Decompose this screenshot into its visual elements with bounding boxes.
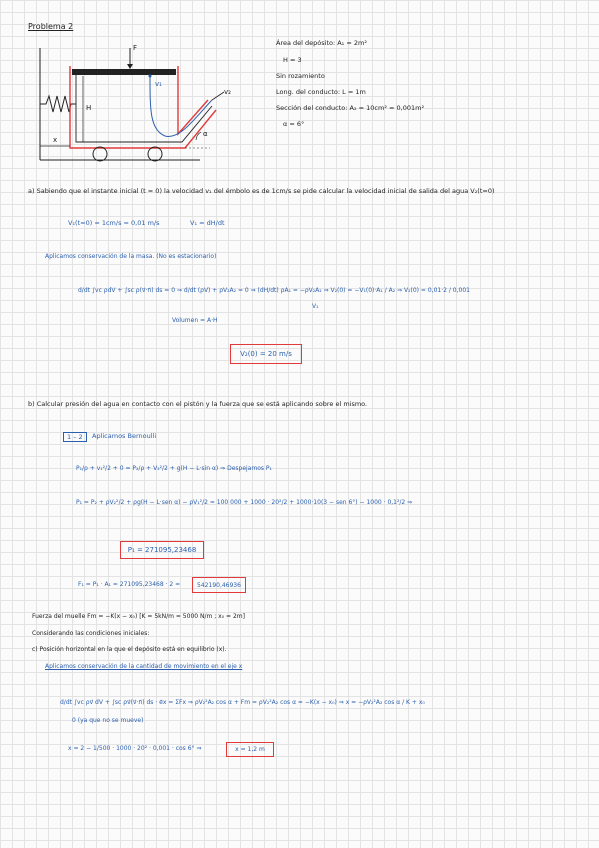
given-friction: Sin rozamiento — [276, 72, 325, 80]
given-height: H = 3 — [283, 56, 302, 64]
part-a-result: V₂(0) = 20 m/s — [230, 344, 302, 364]
part-a-v1-brace: V₁ — [312, 303, 319, 310]
part-b-p1-result: P₁ = 271095,23468 — [120, 541, 204, 559]
part-b-force-eq: F₁ = P₁ · A₁ = 271095,23468 · 2 = — [78, 581, 181, 588]
part-a-v1: V₁(t=0) = 1cm/s = 0,01 m/s — [68, 219, 160, 227]
part-b-method: Aplicamos Bernoulli — [92, 432, 157, 440]
given-length: Long. del conducto: L = 1m — [276, 88, 366, 96]
alpha-label: α — [203, 130, 208, 138]
given-area: Área del depósito: A₁ = 2m² — [276, 39, 367, 47]
part-c-result: x = 1,2 m — [226, 742, 274, 757]
x-label: x — [53, 136, 58, 144]
part-a-volume-note: Volumen = A·H — [172, 317, 218, 324]
part-b-statement: b) Calcular presión del agua en contacto con el pistón y la fuerza que se está aplicando sobre el mismo. — [28, 400, 368, 408]
part-b-force-result: 542190,46936 — [192, 577, 246, 593]
part-c-note: 0 (ya que no se mueve) — [72, 717, 144, 724]
part-b-tag: 1 – 2 — [63, 432, 87, 442]
v2-label: v₂ — [224, 88, 231, 96]
spring-note: Considerando las condiciones iniciales: — [32, 630, 150, 637]
part-b-eq2: P₁ = P₂ + ρV₂²/2 + ρg(H − L·sen α) − ρV₁²/2 = 100 000 + 1000 · 20²/2 + 1000·10(3 − sen 6°) − 1000 · 0,1²/2 ⇒ — [76, 499, 413, 506]
given-section: Sección del conducto: A₂ = 10cm² = 0,001m² — [276, 104, 425, 112]
part-c-equation: d/dt ∫vc ρv⃗ dV + ∫sc ρv⃗(v⃗·n⃗) ds · e⃗x = ΣFx ⇒ ρV₂²A₂ cos α + Fm = ρV₂²A₂ cos α = −K(x − x₀) ⇒ x = −ρV₂²A₂ cos α / K + x₀ — [60, 699, 425, 706]
part-b-eq1: P₁/ρ + v₁²/2 + 0 = P₂/ρ + V₂²/2 + g(H − L·sin α) ⇒ Despejamos P₁ — [76, 465, 272, 472]
page-title: Problema 2 — [28, 22, 74, 31]
part-a-equation: d/dt ∫vc ρdV + ∫sc ρ(v⃗·n⃗) ds = 0 ⇒ d/dt (ρV) + ρV₂A₂ = 0 ⇒ (dH/dt) ρA₁ = −ρV₂A₂ ⇒ V₂(0) = −V₁(0)·A₁ / A₂ ⇒ V₂(0) = 0,01·2 / 0,001 — [78, 287, 470, 294]
force-label: F — [133, 44, 138, 52]
part-c-method: Aplicamos conservación de la cantidad de movimiento en el eje x — [45, 663, 243, 670]
part-a-v1-def: V₁ = dH/dt — [190, 219, 225, 227]
spring-force: Fuerza del muelle Fm = −K(x − x₀) [K = 5kN/m = 5000 N/m ; x₀ = 2m] — [32, 613, 245, 620]
given-alpha: α = 6° — [283, 120, 305, 128]
part-a-statement: a) Sabiendo que el instante inicial (t = 0) la velocidad v₁ del émbolo es de 1cm/s se pide calcular la velocidad inicial de salida del agua V₂(t=0) — [28, 187, 495, 195]
height-label: H — [86, 104, 92, 112]
part-a-method: Aplicamos conservación de la masa. (No es estacionario) — [45, 253, 217, 260]
v1-label: v₁ — [155, 80, 162, 88]
part-c-statement: c) Posición horizontal en la que el depósito está en equilibrio (x). — [32, 646, 227, 653]
part-c-numeric: x = 2 − 1/500 · 1000 · 20² · 0,001 · cos 6° ⇒ — [68, 745, 202, 752]
